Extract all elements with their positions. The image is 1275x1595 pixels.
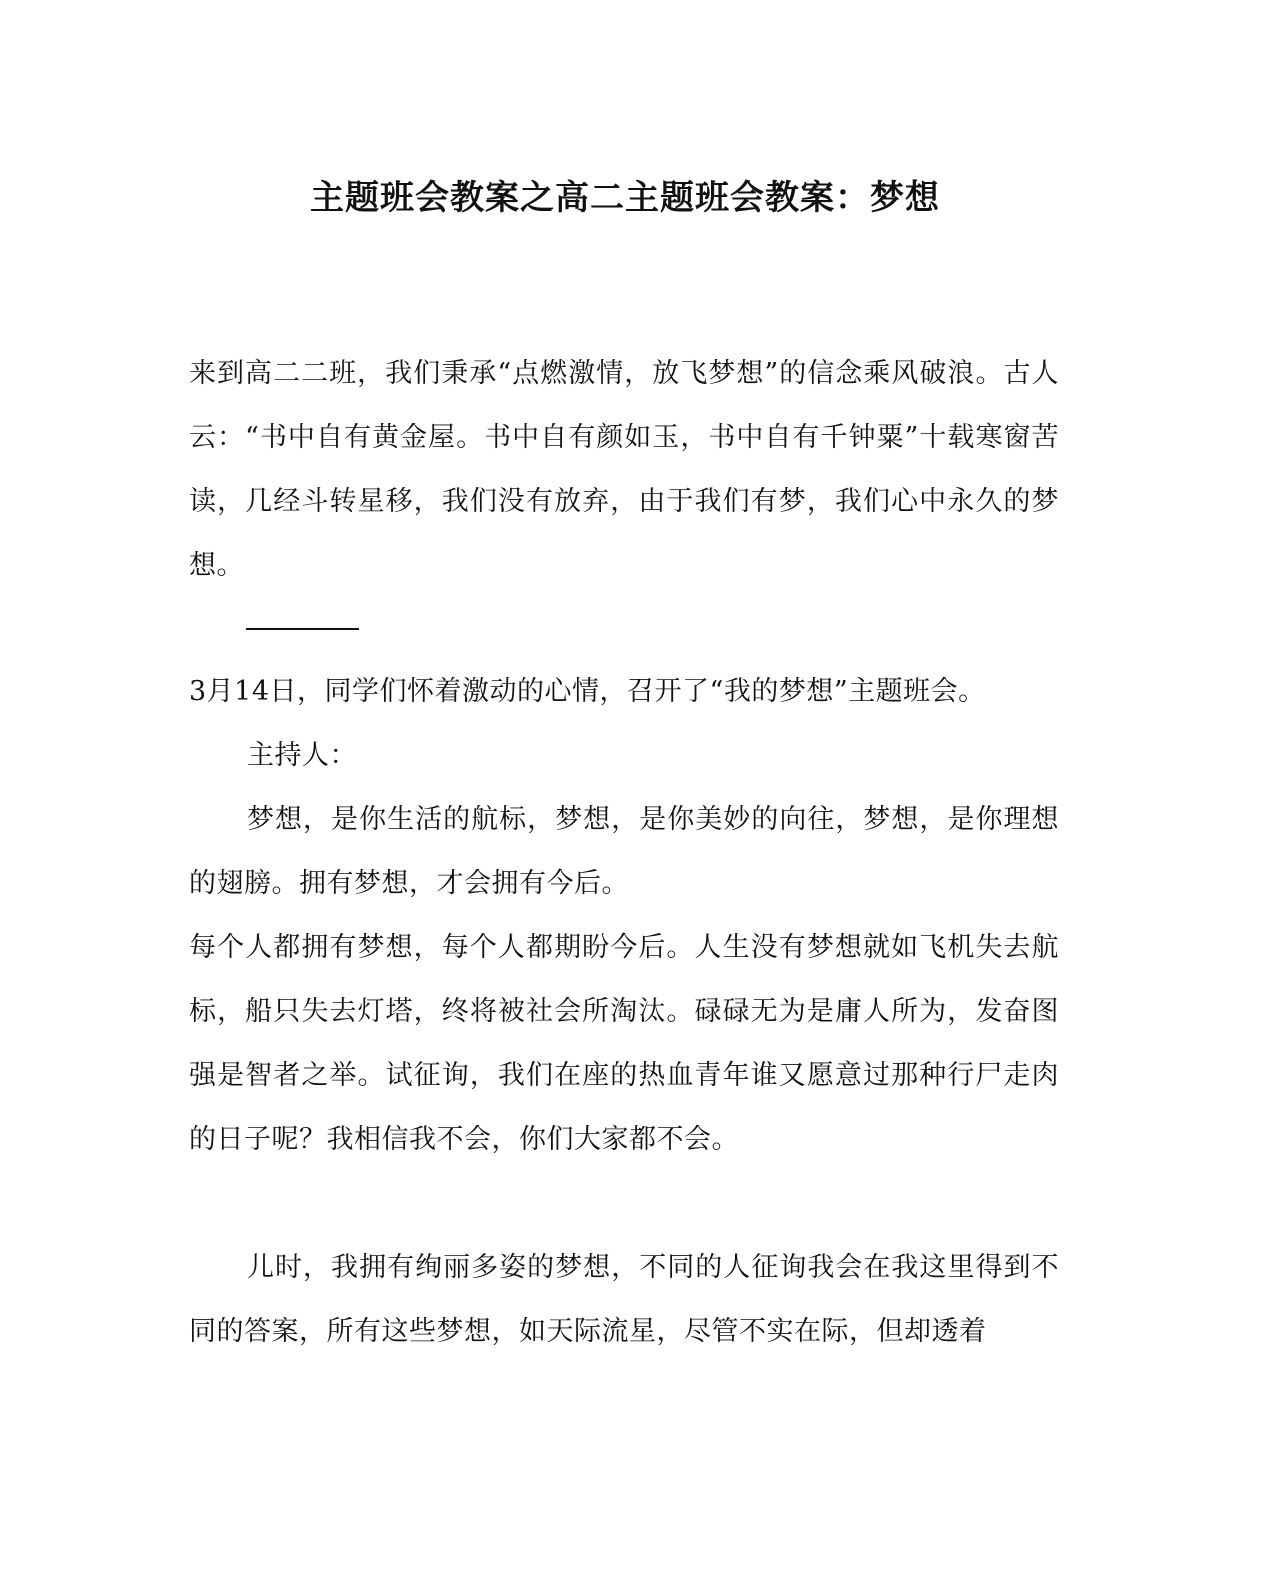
- paragraph-childhood: 儿时，我拥有绚丽多姿的梦想，不同的人征询我会在我这里得到不同的答案，所有这些梦想，如天际流星，尽管不实在际，但却透着: [189, 1252, 1059, 1347]
- paragraph-host-speech: 梦想，是你生活的航标，梦想，是你美妙的向往，梦想，是你理想的翅膀。拥有梦想，才会拥有今后。: [189, 804, 1059, 899]
- horizontal-rule: [246, 628, 359, 630]
- paragraph-date: 3月14日，同学们怀着激动的心情，召开了“我的梦想”主题班会。: [189, 676, 986, 707]
- paragraph-everyone-dreams: 每个人都拥有梦想，每个人都期盼今后。人生没有梦想就如飞机失去航标，船只失去灯塔，终将被社会所淘汰。碌碌无为是庸人所为，发奋图强是智者之举。试征询，我们在座的热血青年谁又愿意过那种行尸走肉的日子呢？我相信我不会，你们大家都不会。: [189, 932, 1059, 1155]
- paragraph-intro: 来到高二二班，我们秉承“点燃激情，放飞梦想”的信念乘风破浪。古人云：“书中自有黄金屋。书中自有颜如玉，书中自有千钟粟”十载寒窗苦读，几经斗转星移，我们没有放弃，由于我们有梦，我们心中永久的梦想。: [189, 358, 1059, 581]
- document-title: 主题班会教案之高二主题班会教案：梦想: [310, 178, 940, 218]
- paragraph-host-label: 主持人：: [247, 740, 357, 771]
